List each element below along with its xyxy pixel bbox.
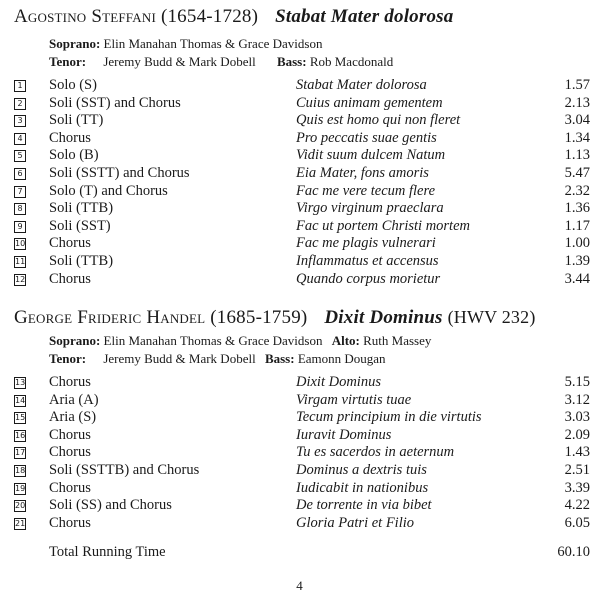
track-number-box: 12: [15, 274, 26, 284]
credit-value: Elin Manahan Thomas & Grace Davidson: [103, 36, 323, 51]
track-title: Cuius animam gementem: [296, 94, 443, 111]
track-number-box: 8: [14, 203, 26, 215]
track-row: [0, 130, 599, 148]
track-duration: 3.39: [564, 479, 590, 496]
track-number-box: 14: [15, 395, 26, 405]
track-duration: 4.22: [564, 497, 590, 514]
track-duration: 1.00: [564, 235, 590, 252]
track-number-box: 20: [15, 501, 26, 511]
credits-line: [49, 351, 386, 367]
track-duration: 1.43: [564, 444, 590, 461]
credits-line: [49, 36, 322, 52]
track-row: [0, 147, 599, 165]
track-number-box: 10: [15, 239, 26, 249]
page-number: 4: [296, 578, 303, 593]
track-title: Fac me plagis vulnerari: [296, 235, 436, 252]
track-voices: Chorus: [49, 444, 91, 461]
track-voices: Aria (S): [49, 409, 97, 426]
track-duration: 5.15: [564, 374, 590, 390]
track-title: Fac me vere tecum flere: [296, 182, 436, 199]
track-voices: Soli (SST): [49, 217, 111, 234]
track-row: [0, 77, 599, 95]
credit-value: Elin Manahan Thomas & Grace Davidson: [103, 333, 323, 348]
work-title: Dixit Dominus: [324, 307, 443, 328]
track-number-box: 17: [15, 448, 26, 458]
composer-name: George Frideric Handel: [14, 307, 206, 328]
track-title: Quando corpus morietur: [296, 270, 441, 287]
track-title: Stabat Mater dolorosa: [296, 77, 427, 93]
track-duration: 1.34: [564, 129, 590, 146]
credit-value: Jeremy Budd & Mark Dobell: [103, 351, 256, 366]
credit-label: Tenor:: [49, 54, 87, 69]
track-voices: Soli (SSTTB) and Chorus: [49, 462, 200, 478]
track-voices: Soli (SS) and Chorus: [49, 497, 172, 514]
track-duration: 2.09: [564, 426, 590, 443]
track-number-box: 7: [14, 186, 26, 198]
track-title: Virgam virtutis tuae: [296, 391, 412, 408]
credit-value: Eamonn Dougan: [297, 351, 386, 366]
track-voices: Solo (T) and Chorus: [49, 182, 168, 199]
track-number-box: 19: [15, 483, 26, 493]
track-row: [0, 183, 599, 201]
track-voices: Solo (S): [49, 77, 97, 93]
track-title: Inflammatus et accensus: [296, 253, 439, 269]
track-title: Quis est homo qui non fleret: [296, 112, 461, 129]
track-voices: Soli (TTB): [49, 200, 114, 217]
track-voices: Soli (SST) and Chorus: [49, 94, 181, 111]
catalog-number: (HWV 232): [447, 307, 536, 327]
track-row: [0, 444, 599, 462]
credit-label: Bass:: [276, 54, 307, 69]
track-duration: 3.04: [564, 112, 590, 129]
composer-name: Agostino Steffani: [14, 6, 156, 27]
track-duration: 3.44: [564, 270, 590, 287]
track-row: [0, 112, 599, 130]
track-row: [0, 497, 599, 515]
track-title: Fac ut portem Christi mortem: [296, 217, 470, 234]
track-title: Iuravit Dominus: [296, 426, 392, 443]
track-row: [0, 218, 599, 236]
track-row: [0, 515, 599, 533]
track-title: Dixit Dominus: [296, 374, 381, 390]
credit-value: Rob Macdonald: [309, 54, 394, 69]
track-row: [0, 374, 599, 392]
track-row: [0, 165, 599, 183]
track-row: [0, 392, 599, 410]
credit-value: Jeremy Budd & Mark Dobell: [103, 54, 256, 69]
total-value: 60.10: [557, 544, 590, 560]
track-voices: Chorus: [49, 514, 91, 531]
credits-line: [49, 333, 431, 349]
credit-label: Bass:: [264, 351, 295, 366]
track-row: [0, 200, 599, 218]
track-number-box: 21: [15, 518, 26, 528]
track-row: [0, 480, 599, 498]
track-voices: Solo (B): [49, 147, 99, 164]
credit-value: Ruth Massey: [363, 333, 432, 348]
track-voices: Chorus: [49, 374, 91, 390]
track-number-box: 15: [15, 413, 26, 423]
track-title: Vidit suum dulcem Natum: [296, 147, 446, 164]
track-number-box: 2: [14, 98, 26, 110]
credit-label: Soprano:: [49, 36, 101, 51]
track-duration: 6.05: [564, 514, 590, 531]
track-title: Tecum principium in die virtutis: [296, 409, 482, 426]
track-row: [0, 253, 599, 271]
track-row: [0, 427, 599, 445]
track-voices: Soli (TT): [49, 112, 104, 129]
track-number-box: 18: [15, 466, 26, 475]
track-row: [0, 462, 599, 480]
track-row: [0, 271, 599, 289]
track-title: Gloria Patri et Filio: [296, 514, 415, 531]
credit-label: Alto:: [331, 333, 360, 348]
track-title: De torrente in via bibet: [296, 497, 432, 514]
track-voices: Chorus: [49, 235, 91, 252]
track-row: [0, 95, 599, 113]
track-title: Eia Mater, fons amoris: [296, 165, 429, 181]
track-number-box: 11: [15, 257, 26, 266]
track-voices: Soli (TTB): [49, 253, 114, 269]
track-title: Iudicabit in nationibus: [296, 479, 429, 496]
work-title: Stabat Mater dolorosa: [275, 6, 454, 27]
track-voices: Soli (SSTT) and Chorus: [49, 165, 190, 181]
track-number-box: 3: [14, 115, 26, 127]
track-duration: 1.39: [564, 253, 590, 269]
track-row: [0, 409, 599, 427]
composer-dates: (1654-1728): [160, 6, 259, 27]
track-duration: 3.03: [564, 409, 590, 426]
credit-label: Tenor:: [49, 351, 87, 366]
section-heading: [14, 6, 453, 28]
track-duration: 2.13: [564, 94, 590, 111]
track-number-box: 4: [14, 133, 26, 145]
track-duration: 3.12: [564, 391, 590, 408]
total-label: Total Running Time: [49, 544, 166, 560]
track-voices: Chorus: [49, 129, 91, 146]
track-voices: Chorus: [49, 479, 91, 496]
track-number-box: 16: [15, 430, 26, 440]
track-duration: 1.57: [564, 77, 590, 93]
credit-label: Soprano:: [49, 333, 101, 348]
track-number-box: 5: [14, 150, 26, 162]
track-number-box: 9: [14, 221, 26, 233]
section-heading: [14, 307, 536, 329]
track-voices: Aria (A): [49, 391, 99, 408]
track-duration: 1.13: [564, 147, 590, 164]
track-voices: Chorus: [49, 426, 91, 443]
track-title: Dominus a dextris tuis: [296, 462, 427, 478]
track-title: Virgo virginum praeclara: [296, 200, 444, 217]
track-title: Pro peccatis suae gentis: [296, 129, 437, 146]
track-duration: 5.47: [564, 165, 590, 181]
track-number-box: 13: [15, 378, 26, 387]
composer-dates: (1685-1759): [210, 307, 308, 328]
track-number-box: 1: [14, 80, 26, 92]
track-row: [0, 235, 599, 253]
track-number-box: 6: [14, 168, 26, 180]
track-duration: 2.51: [564, 462, 590, 478]
track-voices: Chorus: [49, 270, 91, 287]
track-title: Tu es sacerdos in aeternum: [296, 444, 455, 461]
track-duration: 1.17: [564, 217, 590, 234]
track-duration: 2.32: [564, 182, 590, 199]
credits-line: [49, 54, 393, 70]
track-duration: 1.36: [564, 200, 590, 217]
